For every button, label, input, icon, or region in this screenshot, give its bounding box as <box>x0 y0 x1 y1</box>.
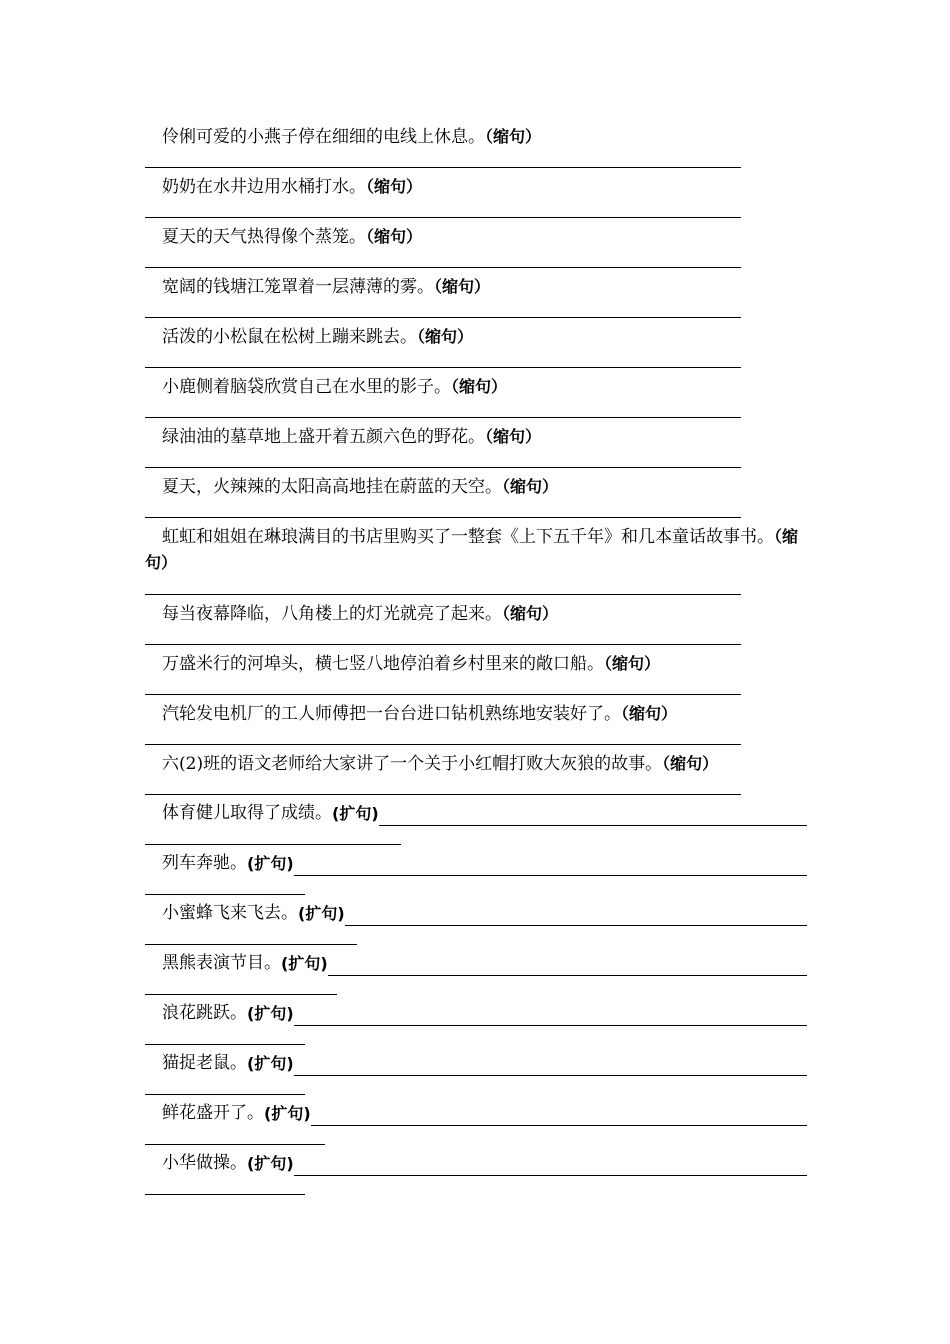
shrink-exercise <box>145 701 807 745</box>
expand-exercise <box>145 1051 807 1095</box>
shrink-tag: （缩句） <box>502 604 559 623</box>
answer-line-continued[interactable] <box>145 1026 305 1045</box>
shrink-exercise <box>145 374 807 418</box>
shrink-tag: （缩句） <box>621 704 678 723</box>
answer-line[interactable] <box>145 626 741 645</box>
shrink-tag: （缩句） <box>434 277 491 296</box>
answer-line-continued[interactable] <box>145 1176 305 1195</box>
shrink-exercise <box>145 751 807 795</box>
answer-line[interactable] <box>294 1157 807 1176</box>
sentence-text: 小华做操。 <box>162 1153 247 1173</box>
expand-tag: (扩句) <box>264 1104 311 1123</box>
shrink-exercise <box>145 424 807 468</box>
sentence-text: 汽轮发电机厂的工人师傅把一台台进口钻机熟练地安装好了。 <box>162 704 621 724</box>
shrink-exercise <box>145 524 807 595</box>
sentence-text: 鲜花盛开了。 <box>162 1103 264 1123</box>
sentence-text: 六(2)班的语文老师给大家讲了一个关于小红帽打败大灰狼的故事。 <box>162 754 663 774</box>
shrink-tag: （缩句） <box>502 477 559 496</box>
answer-line[interactable] <box>145 249 741 268</box>
answer-line[interactable] <box>145 299 741 318</box>
answer-line[interactable] <box>145 576 741 595</box>
shrink-tag: （缩句） <box>604 654 661 673</box>
shrink-exercise <box>145 651 807 695</box>
expand-sentence-section <box>145 801 807 1195</box>
exercise-sentence <box>145 274 807 299</box>
exercise-sentence <box>145 701 807 726</box>
shrink-exercise <box>145 174 807 218</box>
shrink-exercise <box>145 274 807 318</box>
exercise-sentence <box>145 851 807 876</box>
answer-line[interactable] <box>345 907 807 926</box>
expand-exercise <box>145 801 807 845</box>
answer-line[interactable] <box>145 776 741 795</box>
exercise-sentence <box>145 951 807 976</box>
exercise-sentence <box>145 324 807 349</box>
exercise-sentence <box>145 1001 807 1026</box>
expand-exercise <box>145 951 807 995</box>
shrink-tag: （缩句） <box>366 177 423 196</box>
answer-line-continued[interactable] <box>145 876 305 895</box>
expand-tag: (扩句) <box>247 1004 294 1023</box>
sentence-text: 绿油油的墓草地上盛开着五颜六色的野花。 <box>162 427 485 447</box>
answer-line[interactable] <box>311 1107 807 1126</box>
exercise-sentence <box>145 1151 807 1176</box>
sentence-text: 万盛米行的河埠头，横七竖八地停泊着乡村里来的敞口船。 <box>162 654 604 674</box>
exercise-sentence <box>145 801 807 826</box>
sentence-text: 活泼的小松鼠在松树上蹦来跳去。 <box>162 327 417 347</box>
exercise-sentence <box>145 751 807 776</box>
sentence-text: 猫捉老鼠。 <box>162 1053 247 1073</box>
answer-line[interactable] <box>145 449 741 468</box>
shrink-tag: （缩句） <box>451 377 508 396</box>
sentence-text: 体育健儿取得了成绩。 <box>162 803 332 823</box>
expand-tag: (扩句) <box>332 804 379 823</box>
exercise-sentence <box>145 901 807 926</box>
sentence-text: 列车奔驰。 <box>162 853 247 873</box>
shrink-exercise <box>145 474 807 518</box>
answer-line-continued[interactable] <box>145 926 357 945</box>
answer-line[interactable] <box>328 957 807 976</box>
sentence-text: 小蜜蜂飞来飞去。 <box>162 903 298 923</box>
shrink-exercise <box>145 601 807 645</box>
shrink-tag: （缩句） <box>662 754 719 773</box>
shrink-sentence-section <box>145 124 807 795</box>
answer-line[interactable] <box>294 1007 807 1026</box>
expand-exercise <box>145 901 807 945</box>
sentence-text: 小鹿侧着脑袋欣赏自己在水里的影子。 <box>162 377 451 397</box>
answer-line[interactable] <box>145 399 741 418</box>
sentence-text: 伶俐可爱的小燕子停在细细的电线上休息。 <box>162 127 485 147</box>
answer-line[interactable] <box>145 726 741 745</box>
sentence-text: 浪花跳跃。 <box>162 1003 247 1023</box>
answer-line[interactable] <box>145 349 741 368</box>
answer-line[interactable] <box>145 676 741 695</box>
exercise-sentence <box>145 124 807 149</box>
answer-line[interactable] <box>145 149 741 168</box>
sentence-text: 宽阔的钱塘江笼罩着一层薄薄的雾。 <box>162 277 434 297</box>
shrink-tag: （缩句） <box>145 527 799 572</box>
answer-line-continued[interactable] <box>145 1076 305 1095</box>
expand-tag: (扩句) <box>281 954 328 973</box>
exercise-sentence <box>145 524 807 576</box>
shrink-tag: （缩句） <box>366 227 423 246</box>
worksheet <box>145 118 807 1195</box>
sentence-text: 黑熊表演节目。 <box>162 953 281 973</box>
exercise-sentence <box>145 374 807 399</box>
answer-line-continued[interactable] <box>145 826 401 845</box>
expand-exercise <box>145 851 807 895</box>
expand-tag: (扩句) <box>247 1154 294 1173</box>
exercise-sentence <box>145 651 807 676</box>
answer-line[interactable] <box>145 499 741 518</box>
exercise-sentence <box>145 1101 807 1126</box>
expand-tag: (扩句) <box>247 1054 294 1073</box>
sentence-text: 奶奶在水井边用水桶打水。 <box>162 177 366 197</box>
expand-exercise <box>145 1101 807 1145</box>
expand-tag: (扩句) <box>247 854 294 873</box>
exercise-sentence <box>145 224 807 249</box>
answer-line[interactable] <box>145 199 741 218</box>
shrink-exercise <box>145 324 807 368</box>
shrink-exercise <box>145 124 807 168</box>
shrink-tag: （缩句） <box>417 327 474 346</box>
exercise-sentence <box>145 601 807 626</box>
sentence-text: 夏天的天气热得像个蒸笼。 <box>162 227 366 247</box>
answer-line[interactable] <box>379 807 807 826</box>
expand-tag: (扩句) <box>298 904 345 923</box>
sentence-text: 夏天，火辣辣的太阳高高地挂在蔚蓝的天空。 <box>162 477 502 497</box>
shrink-tag: （缩句） <box>485 427 542 446</box>
exercise-sentence <box>145 424 807 449</box>
sentence-text: 虹虹和姐姐在琳琅满目的书店里购买了一整套《上下五千年》和几本童话故事书。 <box>162 527 774 547</box>
exercise-sentence <box>145 1051 807 1076</box>
answer-line[interactable] <box>294 1057 807 1076</box>
sentence-text: 每当夜幕降临，八角楼上的灯光就亮了起来。 <box>162 604 502 624</box>
answer-line-continued[interactable] <box>145 1126 325 1145</box>
exercise-sentence <box>145 174 807 199</box>
answer-line-continued[interactable] <box>145 976 337 995</box>
expand-exercise <box>145 1001 807 1045</box>
expand-exercise <box>145 1151 807 1195</box>
shrink-exercise <box>145 224 807 268</box>
exercise-sentence <box>145 474 807 499</box>
answer-line[interactable] <box>294 857 807 876</box>
shrink-tag: （缩句） <box>485 127 542 146</box>
